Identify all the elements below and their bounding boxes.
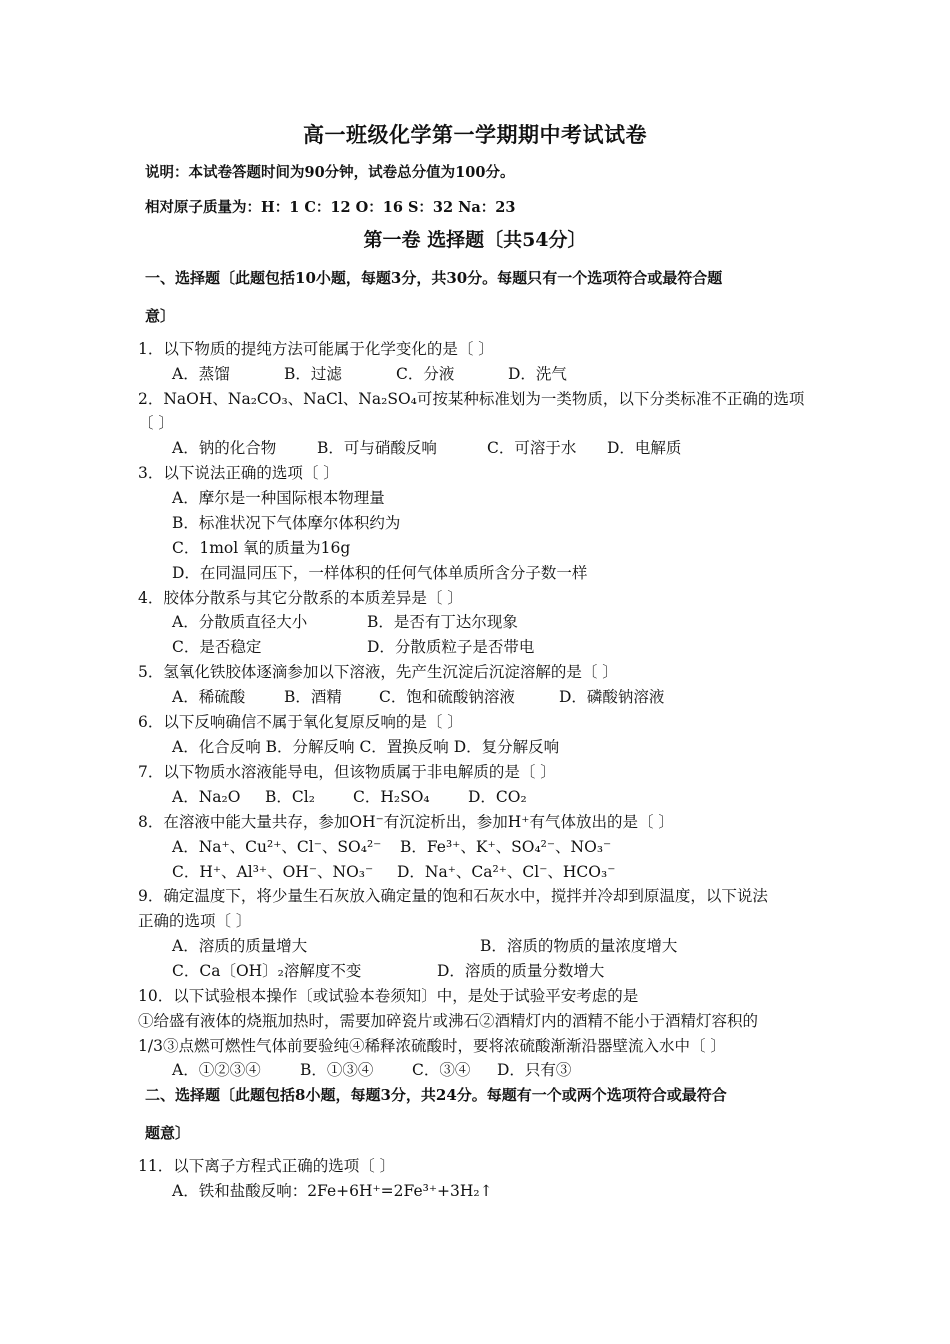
option: B．可与硝酸反响 — [317, 439, 437, 457]
part1-heading: 一、选择题〔此题包括10小题，每题3分，共30分。每题只有一个选项符合或最符合题 — [145, 269, 723, 287]
option: C．③④ — [412, 1061, 471, 1079]
option: D．电解质 — [607, 439, 682, 457]
question-7: 7．以下物质水溶液能导电，但该物质属于非电解质的是〔 〕 — [138, 763, 556, 781]
question-10-options — [172, 1060, 571, 1080]
option: D．磷酸钠溶液 — [559, 688, 665, 706]
option: B．溶质的物质的量浓度增大 — [480, 937, 678, 955]
option: D．分散质粒子是否带电 — [367, 638, 535, 656]
question-8-options-2 — [172, 862, 615, 882]
question-10-cont: ①给盛有液体的烧瓶加热时，需要加碎瓷片或沸石②酒精灯内的酒精不能小于酒精灯容积的 — [138, 1012, 759, 1030]
question-6: 6．以下反响确信不属于氧化复原反响的是〔 〕 — [138, 713, 463, 731]
option: C．可溶于水 — [487, 439, 577, 457]
option: C．H⁺、Al³⁺、OH⁻、NO₃⁻ — [172, 863, 374, 881]
question-9-options-2 — [172, 961, 604, 981]
option: B．是否有丁达尔现象 — [367, 613, 518, 631]
option: D．Na⁺、Ca²⁺、Cl⁻、HCO₃⁻ — [397, 863, 616, 881]
option: B．酒精 — [284, 688, 342, 706]
option: C．饱和硫酸钠溶液 — [379, 688, 515, 706]
option: D．洗气 — [508, 365, 567, 383]
question-4-options-2 — [172, 637, 534, 657]
option: A．稀硫酸 — [172, 688, 246, 706]
option: A．①②③④ — [172, 1061, 261, 1079]
part1-heading-cont: 意〕 — [145, 307, 176, 325]
question-10: 10．以下试验根本操作〔或试验本卷须知〕中，是处于试验平安考虑的是 — [138, 987, 639, 1005]
question-4: 4．胶体分散系与其它分散系的本质差异是〔 〕 — [138, 589, 463, 607]
part2-heading-cont: 题意〕 — [145, 1124, 191, 1142]
question-6-options: A．化合反响 B．分解反响 C．置换反响 D．复分解反响 — [172, 738, 560, 756]
question-11: 11．以下离子方程式正确的选项〔 〕 — [138, 1157, 396, 1175]
question-3-option: C．1mol 氧的质量为16g — [172, 539, 351, 557]
atomic-masses: 相对原子质量为：H：1 C：12 O：16 S：32 Na：23 — [145, 199, 516, 216]
question-1: 1．以下物质的提纯方法可能属于化学变化的是〔 〕 — [138, 340, 494, 358]
option: C．Ca〔OH〕₂溶解度不变 — [172, 962, 362, 980]
question-3-option: B．标准状况下气体摩尔体积约为 — [172, 514, 401, 532]
question-7-options — [172, 787, 527, 807]
option: B．Fe³⁺、K⁺、SO₄²⁻、NO₃⁻ — [400, 838, 612, 856]
question-2-options — [172, 438, 681, 458]
question-9-cont: 正确的选项〔 〕 — [138, 912, 252, 930]
page-title: 高一班级化学第一学期期中考试试卷 — [303, 122, 647, 147]
option: A．蒸馏 — [172, 365, 230, 383]
section-heading: 第一卷 选择题〔共54分〕 — [363, 229, 587, 251]
option: D．溶质的质量分数增大 — [437, 962, 605, 980]
question-8: 8．在溶液中能大量共存，参加OH⁻有沉淀析出，参加H⁺有气体放出的是〔 〕 — [138, 813, 674, 831]
question-3-option: A．摩尔是一种国际根本物理量 — [172, 489, 385, 507]
option: C．H₂SO₄ — [353, 788, 430, 806]
question-9-options — [172, 936, 677, 956]
option: B．过滤 — [284, 365, 342, 383]
question-8-options — [172, 837, 611, 857]
part2-heading: 二、选择题〔此题包括8小题，每题3分，共24分。每题有一个或两个选项符合或最符合 — [145, 1086, 727, 1104]
option: D．只有③ — [497, 1061, 572, 1079]
question-2-cont: 〔 〕 — [138, 414, 174, 432]
option: B．①③④ — [300, 1061, 374, 1079]
question-5: 5．氢氧化铁胶体逐滴参加以下溶液，先产生沉淀后沉淀溶解的是〔 〕 — [138, 663, 618, 681]
question-3-option: D．在同温同压下，一样体积的任何气体单质所含分子数一样 — [172, 564, 588, 582]
option: A．钠的化合物 — [172, 439, 277, 457]
option: B．Cl₂ — [265, 788, 315, 806]
option: D．CO₂ — [468, 788, 527, 806]
option: A．Na⁺、Cu²⁺、Cl⁻、SO₄²⁻ — [172, 838, 382, 856]
question-11-option: A．铁和盐酸反响：2Fe+6H⁺=2Fe³⁺+3H₂↑ — [172, 1182, 493, 1200]
question-10-cont-2: 1/3③点燃可燃性气体前要验纯④稀释浓硫酸时，要将浓硫酸渐渐沿器壁流入水中〔 〕 — [138, 1037, 726, 1055]
question-5-options — [172, 687, 664, 707]
option: C．分液 — [396, 365, 455, 383]
exam-instructions: 说明：本试卷答题时间为90分钟，试卷总分值为100分。 — [145, 164, 515, 181]
option: A．Na₂O — [172, 788, 241, 806]
option: C．是否稳定 — [172, 638, 262, 656]
option: A．分散质直径大小 — [172, 613, 308, 631]
question-9: 9．确定温度下，将少量生石灰放入确定量的饱和石灰水中，搅拌并冷却到原温度，以下说法 — [138, 887, 768, 905]
option: A．溶质的质量增大 — [172, 937, 308, 955]
question-3: 3．以下说法正确的选项〔 〕 — [138, 464, 339, 482]
question-1-options — [172, 364, 567, 384]
question-4-options — [172, 612, 518, 632]
question-2: 2．NaOH、Na₂CO₃、NaCl、Na₂SO₄可按某种标准划为一类物质，以下分类标准不正确的选项 — [138, 390, 805, 408]
